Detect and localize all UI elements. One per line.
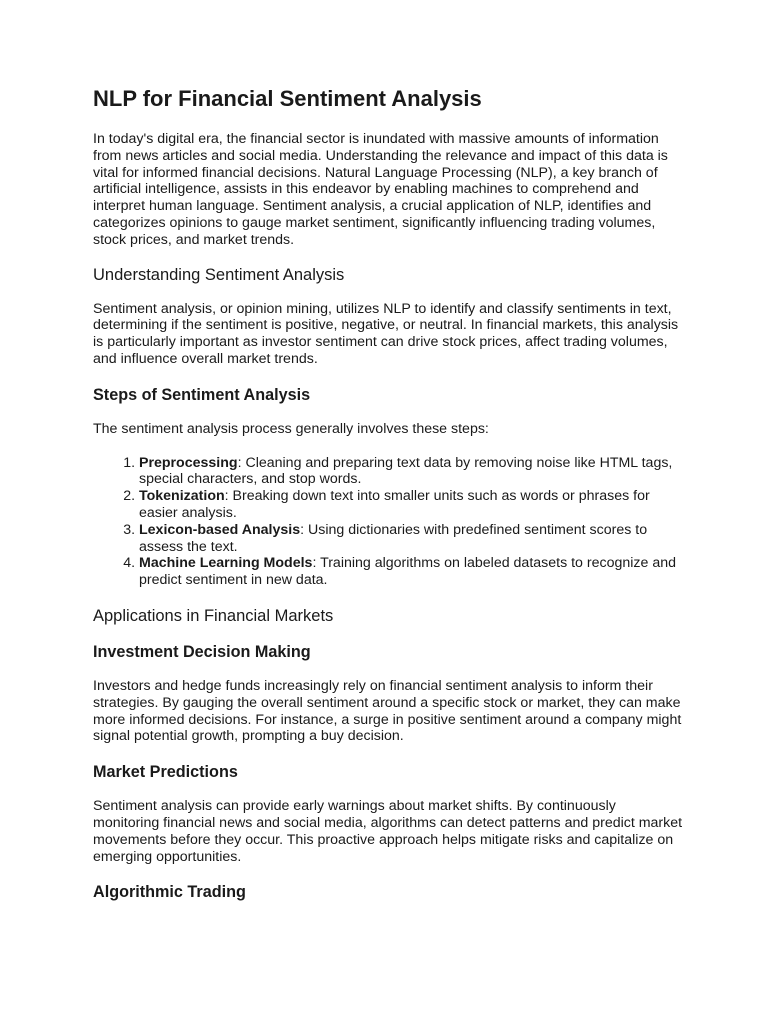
list-item xyxy=(139,555,683,589)
understanding-heading: Understanding Sentiment Analysis xyxy=(93,265,345,284)
algorithmic-heading: Algorithmic Trading xyxy=(93,883,246,902)
intro-paragraph: In today's digital era, the financial sector is inundated with massive amounts of information from news articles and social media. Understanding the relevance and impact of this data is vital for informed financial decisions. Natural Language Processing (NLP), a key branch of artificial intelligence, assists in this endeavor by enabling machines to comprehend and interpret human language. Sentiment analysis, a crucial application of NLP, identifies and categorizes opinions to gauge market sentiment, significantly influencing trading volumes, stock prices, and market trends. xyxy=(93,131,668,248)
list-item-text: : Breaking down text into smaller units such as words or phrases for easier analysis. xyxy=(139,488,650,521)
list-item-text: : Cleaning and preparing text data by removing noise like HTML tags, special characters, and stop words. xyxy=(139,454,673,488)
steps-intro: The sentiment analysis process generally involves these steps: xyxy=(93,420,489,437)
list-item-term: Machine Learning Models xyxy=(139,555,313,572)
predictions-paragraph: Sentiment analysis can provide early warnings about market shifts. By continuously monitoring financial news and social media, algorithms can detect patterns and predict market movements before they occur. This proactive approach helps mitigate risks and capitalize on emerging opportunities. xyxy=(93,798,683,865)
list-item-term: Tokenization xyxy=(139,488,225,505)
list-item xyxy=(139,455,683,489)
list-item-text: : Training algorithms on labeled datasets to recognize and predict sentiment in new data. xyxy=(139,555,677,589)
list-item-term: Lexicon-based Analysis xyxy=(139,521,301,538)
applications-heading: Applications in Financial Markets xyxy=(93,606,334,625)
steps-list xyxy=(93,455,683,589)
list-item-term: Preprocessing xyxy=(139,454,238,471)
understanding-paragraph: Sentiment analysis, or opinion mining, utilizes NLP to identify and classify sentiments in text, determining if the sentiment is positive, negative, or neutral. In financial markets, this analysis is particularly important as investor sentiment can drive stock prices, affect trading volumes, and influence overall market trends. xyxy=(93,300,679,367)
predictions-heading: Market Predictions xyxy=(93,763,238,782)
steps-heading: Steps of Sentiment Analysis xyxy=(93,385,311,404)
list-item-text: : Using dictionaries with predefined sentiment scores to assess the text. xyxy=(139,521,648,555)
list-item xyxy=(139,522,683,556)
investment-heading: Investment Decision Making xyxy=(93,642,311,661)
investment-paragraph: Investors and hedge funds increasingly rely on financial sentiment analysis to inform their strategies. By gauging the overall sentiment around a specific stock or market, they can make more informed decisions. For instance, a surge in positive sentiment around a company might signal potential growth, prompting a buy decision. xyxy=(93,677,682,745)
document-title: NLP for Financial Sentiment Analysis xyxy=(93,86,482,111)
list-item xyxy=(139,488,683,522)
document-page xyxy=(93,84,683,902)
